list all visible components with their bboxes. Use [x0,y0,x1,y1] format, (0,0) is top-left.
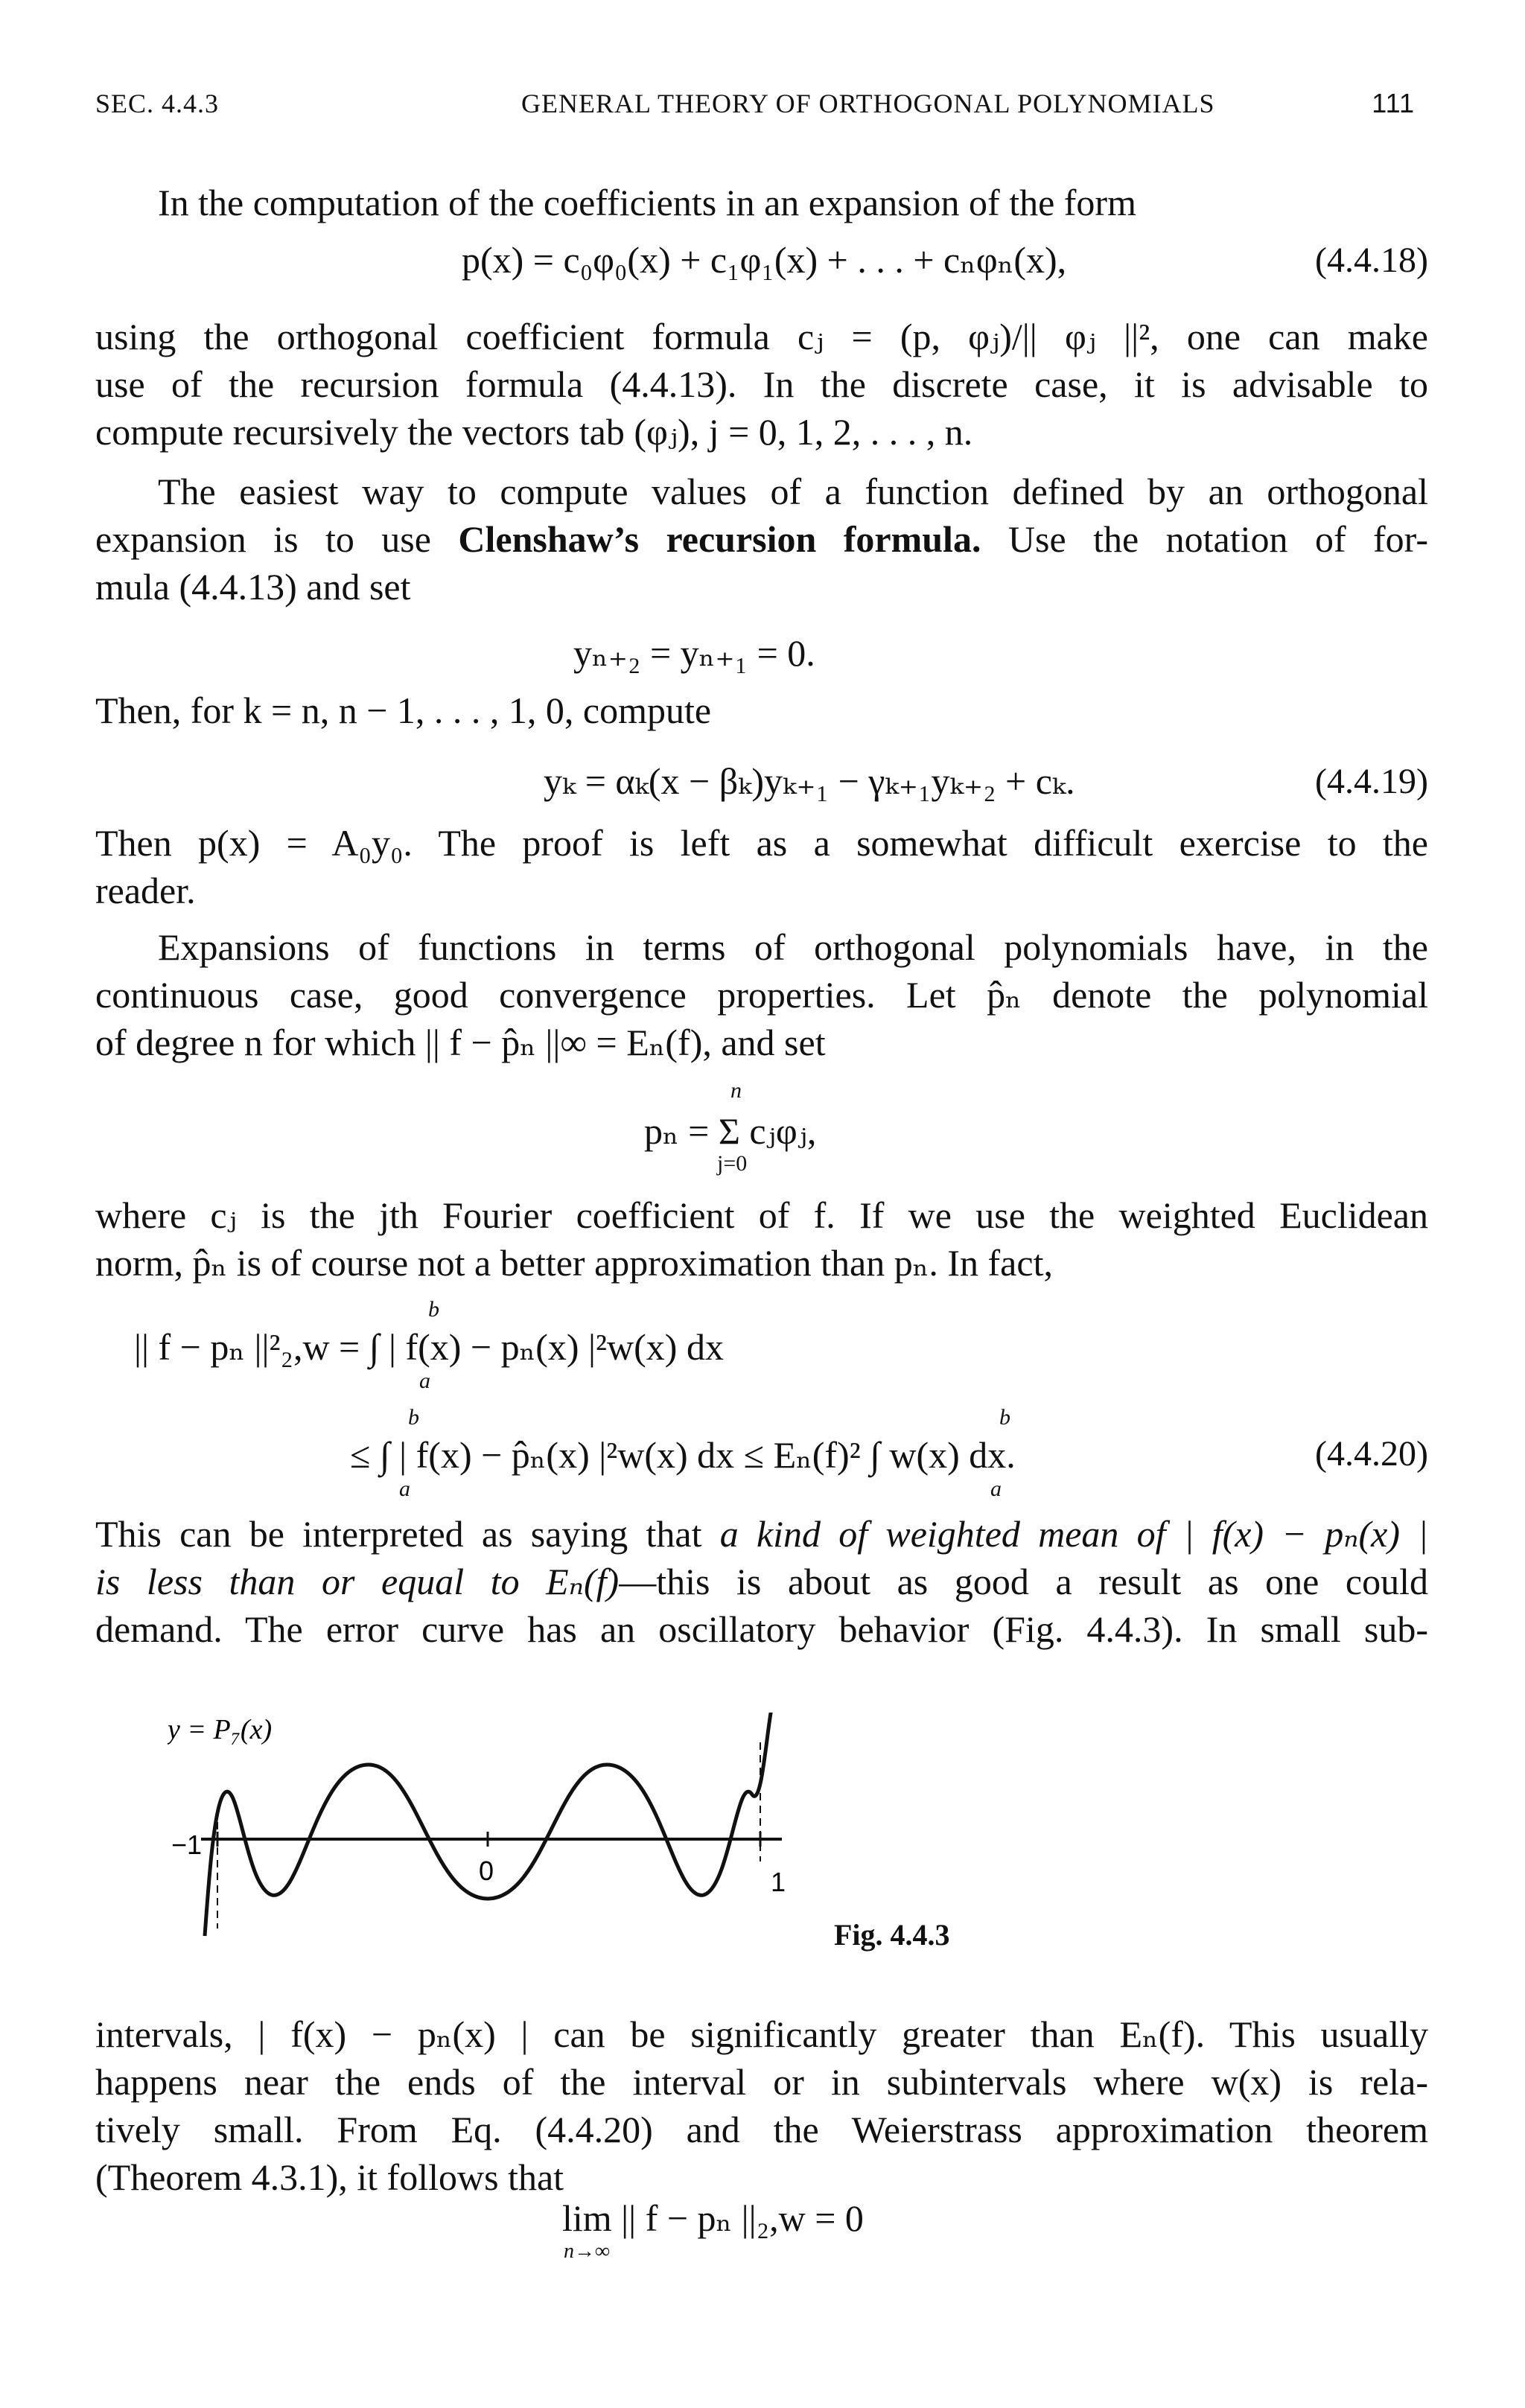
integral-upper-limit: b [428,1297,439,1322]
equation-4-4-20-line2 [350,1405,1016,1501]
tick-label-zero: 0 [479,1856,494,1886]
text-line: (Theorem 4.3.1), it follows that [95,2156,564,2198]
paragraph-intro [95,179,1428,226]
equation-body: || f − pₙ ||²₂,w = ∫ | f(x) − pₙ(x) |²w(x) dx [134,1326,724,1368]
text-line: Then p(x) = A₀y₀. The proof is left as a somewhat difficult exercise to the [95,822,1428,864]
integral-lower-limit: a [399,1477,410,1501]
equation-number-4-4-20: (4.4.20) [1315,1434,1428,1474]
curve-p7 [205,1713,772,1936]
equation-initial: yₙ₊₂ = yₙ₊₁ = 0. [573,632,815,674]
text-line: of degree n for which || f − p̂ₙ ||∞ = Eₙ(f), and set [95,1022,826,1063]
text-line: Then, for k = n, n − 1, . . . , 1, 0, compute [95,689,712,731]
text-line: where cⱼ is the jth Fourier coefficient of f. If we use the weighted Euclidean [95,1194,1428,1236]
text-line: continuous case, good convergence properties. Let p̂ₙ denote the polynomial [95,974,1428,1016]
running-header [95,88,1415,133]
chapter-title: GENERAL THEORY OF ORTHOGONAL POLYNOMIALS [521,89,1215,118]
integral-lower-limit: a [990,1477,1002,1501]
paragraph-coefficient-formula [95,313,1428,456]
page-number: 111 [1372,88,1415,118]
text-line: demand. The error curve has an oscillatory behavior (Fig. 4.4.3). In small sub- [95,1608,1428,1650]
paragraph-compute [95,687,1428,734]
italic-run: is less than or equal to Eₙ(f) [95,1561,620,1602]
text-run: Use the notation of for- [981,518,1428,560]
equation-4-4-18: p(x) = c₀φ₀(x) + c₁φ₁(x) + . . . + cₙφₙ(x), [462,239,1067,281]
text-line [95,515,1428,563]
equation-pn-sum [644,1078,817,1176]
section-label: SEC. 4.4.3 [95,89,220,118]
text-line: reader. [95,870,196,911]
text-line: norm, p̂ₙ is of course not a better approximation than pₙ. In fact, [95,1242,1053,1284]
text-run: —this is about as good a result as one could [619,1561,1428,1602]
equation-number-4-4-18: (4.4.18) [1315,241,1428,280]
bold-term: Clenshaw’s recursion formula. [458,518,981,560]
curve-label: y = P₇(x) [168,1714,273,1745]
equation-body: ≤ ∫ | f(x) − p̂ₙ(x) |²w(x) dx ≤ Eₙ(f)² ∫ w(x) dx. [350,1434,1016,1476]
equation-number-4-4-19: (4.4.19) [1315,762,1428,801]
text-run: This can be interpreted as saying that [95,1513,720,1555]
tick-label-one: 1 [771,1867,786,1897]
text-line: The easiest way to compute values of a function defined by an orthogonal [158,471,1428,512]
tick-label-minus-one: −1 [171,1829,203,1860]
text-line: intervals, | f(x) − pₙ(x) | can be significantly greater than Eₙ(f). This usually [95,2013,1428,2055]
text-line: In the computation of the coefficients in an expansion of the form [158,182,1136,223]
sum-lower-limit: j=0 [717,1151,748,1176]
sum-upper-limit: n [730,1078,742,1103]
text-run: expansion is to use [95,518,459,560]
equation-body: pₙ = Σ cⱼφⱼ, [644,1110,817,1152]
text-line: using the orthogonal coefficient formula cⱼ = (p, φⱼ)/|| φⱼ ||², one can make [95,316,1428,357]
equation-body: lim || f − pₙ ||₂,w = 0 [562,2197,864,2239]
italic-run: a kind of weighted mean of | f(x) − pₙ(x) | [719,1513,1428,1555]
text-line: mula (4.4.13) and set [95,566,411,608]
paragraph-fourier [95,1191,1428,1287]
figure-caption: Fig. 4.4.3 [834,1918,950,1952]
text-line [95,1510,1428,1558]
equation-4-4-20-line1 [134,1297,724,1393]
paragraph-convergence [95,923,1428,1066]
text-line: happens near the ends of the interval or in subintervals where w(x) is rela- [95,2061,1428,2103]
text-line: tively small. From Eq. (4.4.20) and the Weierstrass approximation theorem [95,2109,1428,2150]
text-line: compute recursively the vectors tab (φⱼ), j = 0, 1, 2, . . . , n. [95,411,973,453]
text-line [95,1558,1428,1605]
paragraph-clenshaw [95,468,1428,611]
limit-subscript: n→∞ [564,2240,610,2263]
integral-upper-limit: b [408,1405,419,1430]
equation-4-4-19: yₖ = αₖ(x − βₖ)yₖ₊₁ − γₖ₊₁yₖ₊₂ + cₖ. [544,760,1075,802]
integral-lower-limit: a [419,1369,430,1393]
text-line: Expansions of functions in terms of orthogonal polynomials have, in the [158,926,1428,968]
equation-limit [562,2197,864,2263]
paragraph-proof [95,819,1428,914]
paragraph-weighted-mean [95,1510,1428,1653]
text-line: use of the recursion formula (4.4.13). In the discrete case, it is advisable to [95,363,1428,405]
paragraph-subintervals [95,2010,1428,2201]
integral-upper-limit: b [999,1405,1010,1430]
